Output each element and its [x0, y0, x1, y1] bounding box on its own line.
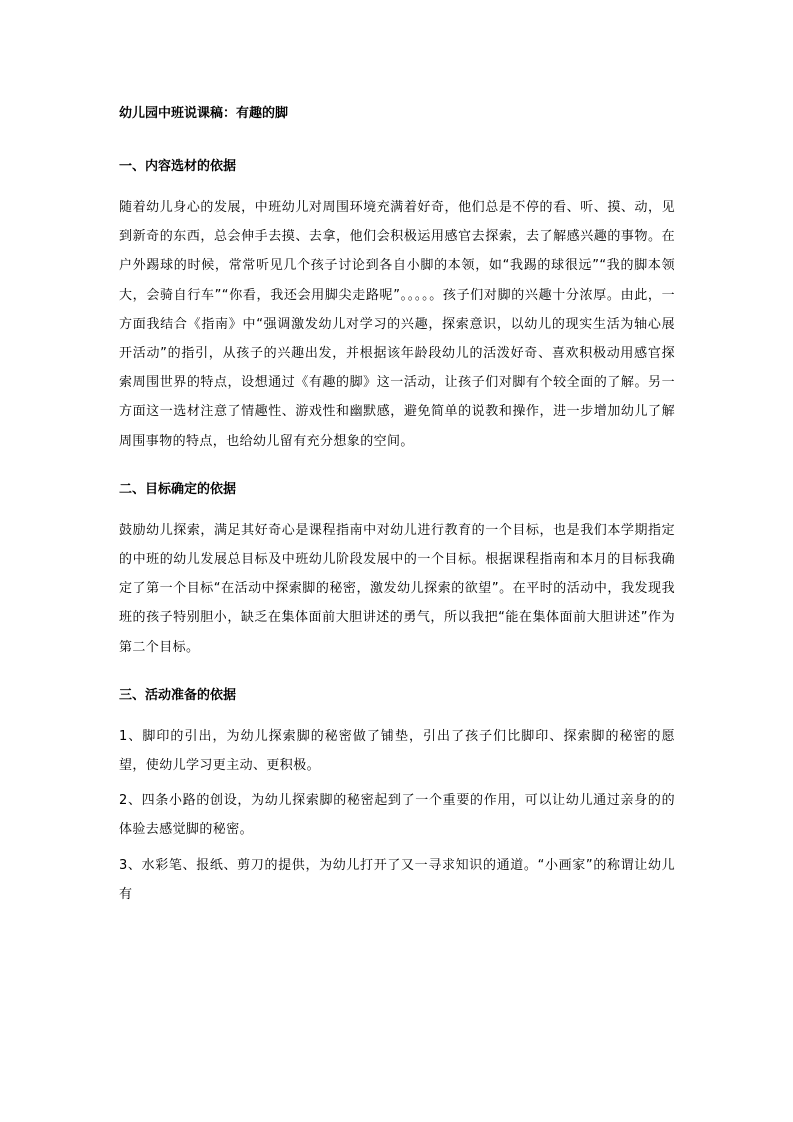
activity-prep-list [119, 722, 675, 909]
section-heading-content-selection: 一、内容选材的依据 [119, 159, 237, 174]
section-heading-goal-setting: 二、目标确定的依据 [119, 481, 237, 497]
document-body [119, 104, 675, 915]
section-heading-activity-prep: 三、活动准备的依据 [119, 687, 237, 703]
list-item: 1、脚印的引出，为幼儿探索脚的秘密做了铺垫，引出了孩子们比脚印、探索脚的秘密的愿望，使幼儿学习更主动、更积极。 [119, 728, 675, 774]
list-item: 2、四条小路的创设，为幼儿探索脚的秘密起到了一个重要的作用，可以让幼儿通过亲身的的体验去感觉脚的秘密。 [119, 793, 675, 838]
section-paragraph-goal-setting: 鼓励幼儿探索，满足其好奇心是课程指南中对幼儿进行教育的一个目标，也是我们本学期指定的中班的幼儿发展总目标及中班幼儿阶段发展中的一个目标。根据课程指南和本月的目标我确定了第一个目标“在活动中探索脚的秘密，激发幼儿探索的欲望”。在平时的活动中，我发现我班的孩子特别胆小，缺乏在集体面前大胆讲述的勇气，所以我把“能在集体面前大胆讲述”作为第二个目标。 [119, 522, 675, 655]
document-title: 幼儿园中班说课稿：有趣的脚 [119, 106, 289, 121]
list-item: 3、水彩笔、报纸、剪刀的提供，为幼儿打开了又一寻求知识的通道。“小画家”的称谓让幼儿有 [119, 857, 675, 902]
section-paragraph-content-selection: 随着幼儿身心的发展，中班幼儿对周围环境充满着好奇，他们总是不停的看、听、摸、动，见到新奇的东西，总会伸手去摸、去拿，他们会积极运用感官去探索，去了解感兴趣的事物。在户外踢球的时候，常常听见几个孩子讨论到各自小脚的本领，如“我踢的球很远”“我的脚本领大，会骑自行车”“你看，我还会用脚尖走路呢”。。。。。孩子们对脚的兴趣十分浓厚。由此，一方面我结合《指南》中“强调激发幼儿对学习的兴趣，探索意识，以幼儿的现实生活为轴心展开活动”的指引，从孩子的兴趣出发，并根据该年龄段幼儿的活泼好奇、喜欢积极动用感官探索周围世界的特点，设想通过《有趣的脚》这一活动，让孩子们对脚有个较全面的了解。另一方面这一选材注意了情趣性、游戏性和幽默感，避免简单的说教和操作，进一步增加幼儿了解周围事物的特点，也给幼儿留有充分想象的空间。 [119, 200, 675, 449]
